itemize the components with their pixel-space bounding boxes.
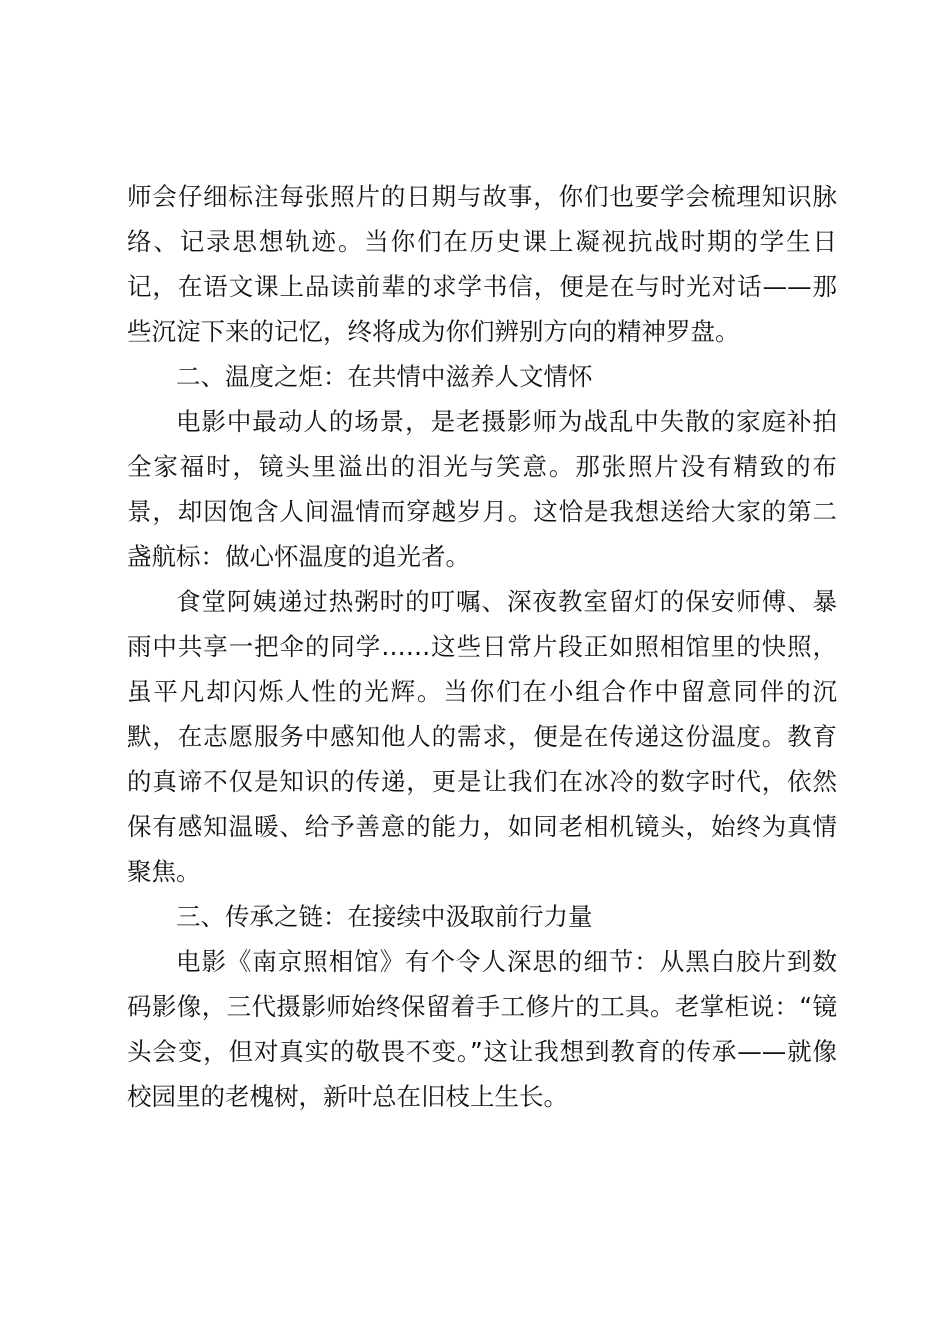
paragraph: 电影《南京照相馆》有个令人深思的细节：从黑白胶片到数码影像，三代摄影师始终保留着手工修片的工具。老掌柜说：“镜头会变，但对真实的敬畏不变。”这让我想到教育的传承——就像校园里的老槐树，新叶总在旧枝上生长。 — [127, 947, 837, 1111]
document-body — [127, 174, 837, 1119]
section-heading-3: 三、传承之链：在接续中汲取前行力量 — [176, 902, 593, 931]
section-heading-2: 二、温度之炬：在共情中滋养人文情怀 — [176, 362, 593, 391]
paragraph-continuation: 师会仔细标注每张照片的日期与故事，你们也要学会梳理知识脉络、记录思想轨迹。当你们在历史课上凝视抗战时期的学生日记，在语文课上品读前辈的求学书信，便是在与时光对话——那些沉淀下来的记忆，终将成为你们辨别方向的精神罗盘。 — [127, 182, 837, 346]
paragraph: 食堂阿姨递过热粥时的叮嘱、深夜教室留灯的保安师傅、暴雨中共享一把伞的同学……这些日常片段正如照相馆里的快照，虽平凡却闪烁人性的光辉。当你们在小组合作中留意同伴的沉默，在志愿服务中感知他人的需求，便是在传递这份温度。教育的真谛不仅是知识的传递，更是让我们在冰冷的数字时代，依然保有感知温暖、给予善意的能力，如同老相机镜头，始终为真情聚焦。 — [127, 587, 837, 886]
paragraph: 电影中最动人的场景，是老摄影师为战乱中失散的家庭补拍全家福时，镜头里溢出的泪光与笑意。那张照片没有精致的布景，却因饱含人间温情而穿越岁月。这恰是我想送给大家的第二盏航标：做心怀温度的追光者。 — [127, 407, 837, 571]
